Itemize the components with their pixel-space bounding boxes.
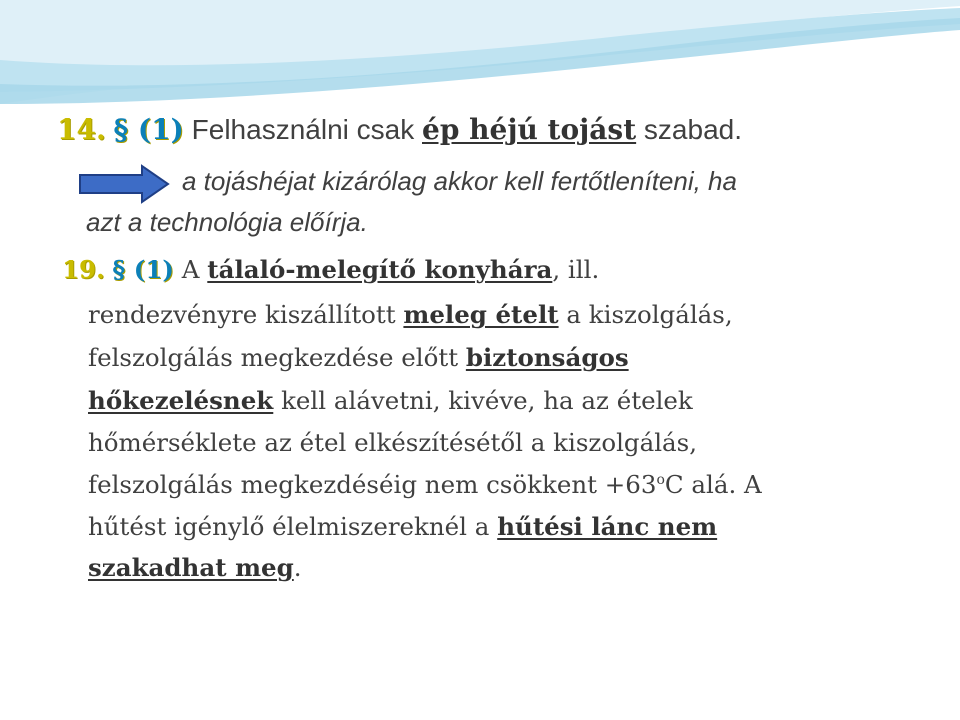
text: a kiszolgálás, [566, 300, 733, 329]
text: szabad. [643, 114, 742, 145]
paragraph-19-line-6 [88, 470, 762, 499]
note-line-2: azt a technológia előírja. [86, 207, 368, 237]
emphasized-text: meleg ételt [403, 300, 559, 329]
emphasized-text: ép héjú tojást [422, 113, 637, 146]
text: felszolgálás megkezdéséig nem csökkent +63 [88, 470, 657, 499]
text: felszolgálás megkezdése előtt [88, 343, 459, 372]
section-number: 14. [57, 113, 106, 146]
section-mark: § (1) [112, 255, 174, 284]
arrow-right-icon [78, 164, 170, 204]
paragraph-19-line-5: hőmérséklete az étel elkészítésétől a kiszolgálás, [88, 428, 697, 457]
emphasized-text: szakadhat meg [88, 553, 294, 582]
paragraph-19-line-3 [88, 343, 629, 372]
emphasized-text: tálaló-melegítő konyhára [207, 255, 553, 284]
text: kell alávetni, kivéve, ha az ételek [281, 386, 693, 415]
paragraph-19-line-2 [88, 300, 733, 329]
text: , ill. [552, 255, 600, 284]
paragraph-19-line-7 [88, 512, 717, 541]
paragraph-19-line-1 [62, 255, 599, 284]
text: A [181, 255, 200, 284]
text: C alá. A [664, 470, 762, 499]
paragraph-19-line-8 [88, 553, 302, 582]
section-mark: § (1) [113, 113, 184, 146]
paragraph-19-line-4 [88, 386, 693, 415]
emphasized-text: biztonságos [465, 343, 629, 372]
text: Felhasználni csak [191, 114, 415, 145]
section-number: 19. [62, 255, 105, 284]
emphasized-text: hőkezelésnek [88, 386, 274, 415]
text: hűtést igénylő élelmiszereknél a [88, 512, 490, 541]
note-line-1: a tojáshéjat kizárólag akkor kell fertőtleníteni, ha [182, 166, 737, 196]
emphasized-text: hűtési lánc nem [497, 512, 718, 541]
text: . [293, 553, 302, 582]
paragraph-14-line [57, 113, 742, 146]
text: rendezvényre kiszállított [88, 300, 396, 329]
degree-superscript: o [656, 472, 665, 488]
